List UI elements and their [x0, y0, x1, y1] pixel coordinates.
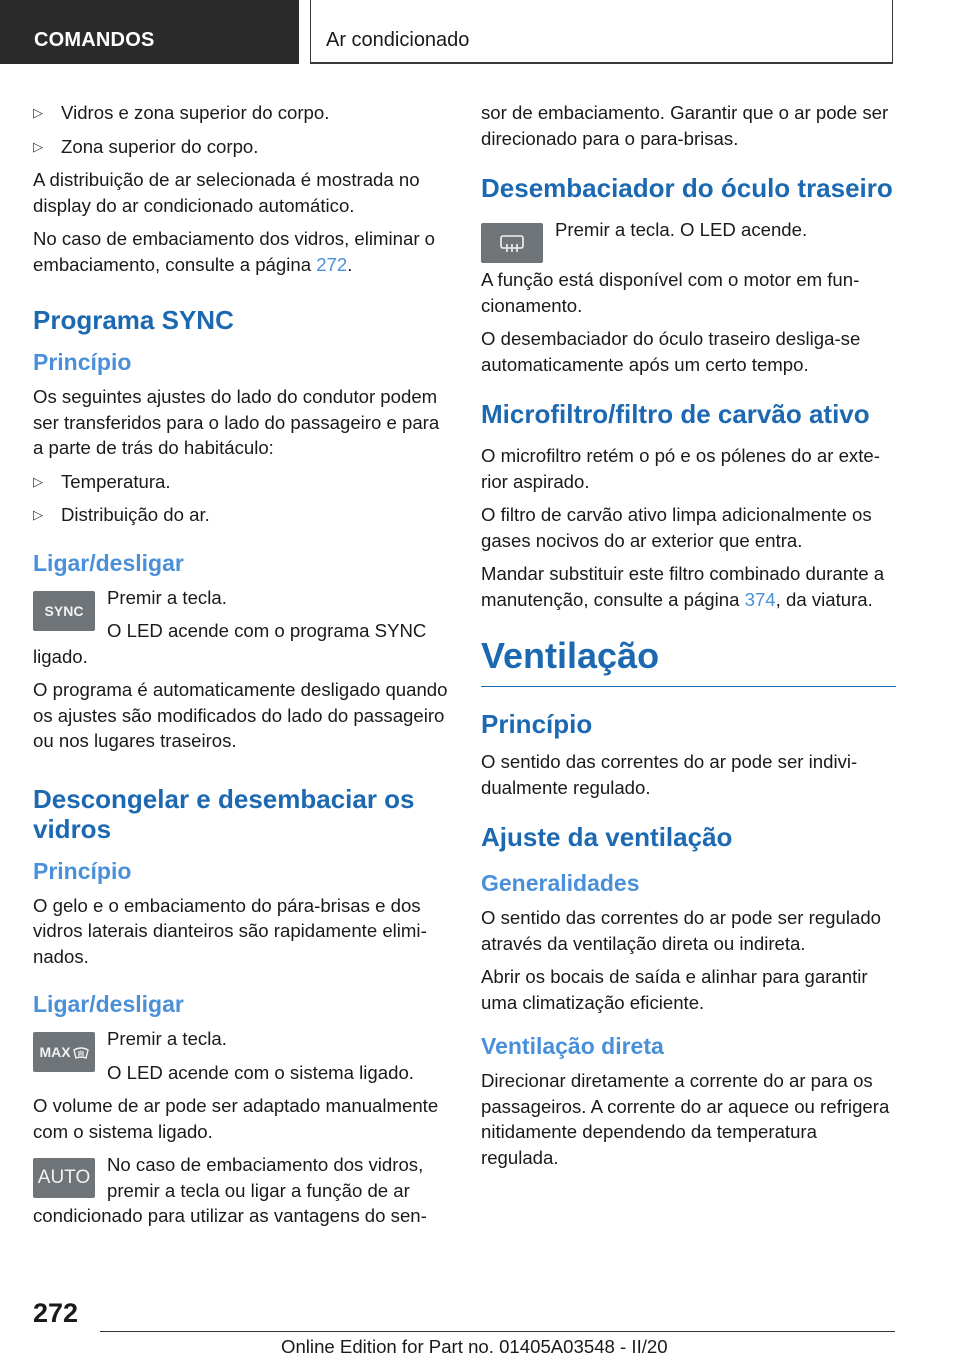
button-instruction: AUTO No caso de embaciamento dos vidros, premir a tecla ou ligar a função de ar condicionado para utilizar as vantagens do sen-: [33, 1154, 427, 1226]
chapter-heading: Ventilação: [481, 636, 896, 687]
paragraph: Os seguintes ajustes do lado do condutor podem ser transferidos para o lado do passageiro e para a parte de trás do habitáculo:: [33, 386, 440, 458]
button-instruction: MAX Premir a tecla. O LED acende com o sistema ligado.: [33, 1026, 448, 1093]
bullet-triangle-icon: ▷: [33, 138, 43, 154]
section-heading: Princípio: [481, 709, 593, 739]
button-instruction: SYNC Premir a tecla. O LED acende com o programa SYNC ligado.: [33, 586, 427, 667]
list-item: [33, 134, 448, 160]
paragraph: O filtro de carvão ativo limpa adicionalmente os gases nocivos do ar exterior que entra.: [481, 504, 872, 551]
bullet-triangle-icon: ▷: [33, 507, 43, 522]
subsection-heading: Ventilação direta: [481, 1033, 664, 1059]
list-item: [33, 469, 448, 495]
header-section-label: COMANDOS: [34, 29, 155, 51]
list-item-text: Vidros e zona superior do corpo.: [61, 102, 330, 123]
paragraph: Direcionar diretamente a corrente do ar para os passageiros. A corrente do ar aquece ou refrigera nitidamente dependendo da temperatura regulada.: [481, 1070, 890, 1168]
section-heading: Descongelar e desembaciar os vidros: [33, 783, 415, 844]
footer-divider: [100, 1331, 895, 1332]
windshield-heat-icon: [73, 1046, 89, 1060]
page-link[interactable]: 374: [744, 588, 776, 610]
right-column: [481, 100, 896, 1178]
auto-button-icon: AUTO: [33, 1158, 95, 1198]
bullet-triangle-icon: ▷: [33, 105, 43, 120]
paragraph: Mandar substituir este filtro combinado durante a manutenção, consulte a página 374, da viatura.: [481, 563, 885, 610]
rear-window-defrost-button-icon: [481, 223, 543, 263]
paragraph: O programa é automaticamente desligado quando os ajustes são modificados do lado do passageiro ou nos lugares traseiros.: [33, 679, 448, 751]
section-heading: Desembaciador do óculo traseiro: [481, 173, 893, 203]
paragraph: O microfiltro retém o pó e os pólenes do ar exterior aspirado.: [481, 445, 880, 492]
subsection-heading: Princípio: [33, 349, 132, 375]
left-column: [33, 100, 448, 1237]
paragraph: sor de embaciamento. Garantir que o ar pode ser direcionado para o para-brisas.: [481, 102, 889, 149]
max-defrost-button-icon: MAX: [33, 1032, 95, 1072]
subsection-heading: Generalidades: [481, 870, 640, 896]
page-link[interactable]: 272: [316, 253, 348, 275]
sync-button-icon: SYNC: [33, 591, 95, 631]
button-instruction: Premir a tecla. O LED acende.: [481, 217, 896, 267]
bullet-triangle-icon: ▷: [33, 473, 43, 489]
section-heading: Programa SYNC: [33, 305, 234, 335]
list-item-text: Zona superior do corpo.: [61, 135, 259, 157]
list-item-text: Distribuição do ar.: [61, 504, 210, 525]
list-item: [33, 502, 448, 528]
section-heading: Ajuste da ventilação: [481, 822, 733, 852]
paragraph: Abrir os bocais de saída e alinhar para garantir uma climatização eficiente.: [481, 966, 868, 1013]
list-item: [33, 100, 448, 126]
paragraph: A distribuição de ar selecionada é mostrada no display do ar condicionado automático.: [33, 169, 420, 216]
header-chapter-label: Ar condicionado: [326, 29, 470, 51]
paragraph: O sentido das correntes do ar pode ser regulado através da ventilação direta ou indireta.: [481, 907, 882, 954]
paragraph: O sentido das correntes do ar pode ser individualmente regulado.: [481, 751, 858, 798]
paragraph: O volume de ar pode ser adaptado manualmente com o sistema ligado.: [33, 1095, 439, 1142]
section-heading: Microfiltro/filtro de carvão ativo: [481, 399, 870, 429]
paragraph: A função está disponível com o motor em funcionamento.: [481, 269, 860, 316]
subsection-heading: Princípio: [33, 857, 132, 884]
header-chapter-tab: [310, 0, 893, 64]
list-item-text: Temperatura.: [61, 470, 171, 492]
paragraph: No caso de embaciamento dos vidros, eliminar o embaciamento, consulte a página 272.: [33, 228, 436, 275]
header-section-tab: [0, 0, 299, 64]
subsection-heading: Ligar/desligar: [33, 991, 184, 1017]
paragraph: O gelo e o embaciamento do pára-brisas e dos vidros laterais dianteiros são rapidamente eliminados.: [33, 894, 427, 967]
paragraph: O desembaciador do óculo traseiro desliga-se automaticamente após um certo tempo.: [481, 328, 861, 375]
rear-window-heat-icon: [499, 234, 525, 254]
subsection-heading: Ligar/desligar: [33, 549, 184, 576]
page-number: 272: [33, 1298, 79, 1328]
footer-edition: Online Edition for Part no. 01405A03548 - II/20: [281, 1336, 668, 1357]
